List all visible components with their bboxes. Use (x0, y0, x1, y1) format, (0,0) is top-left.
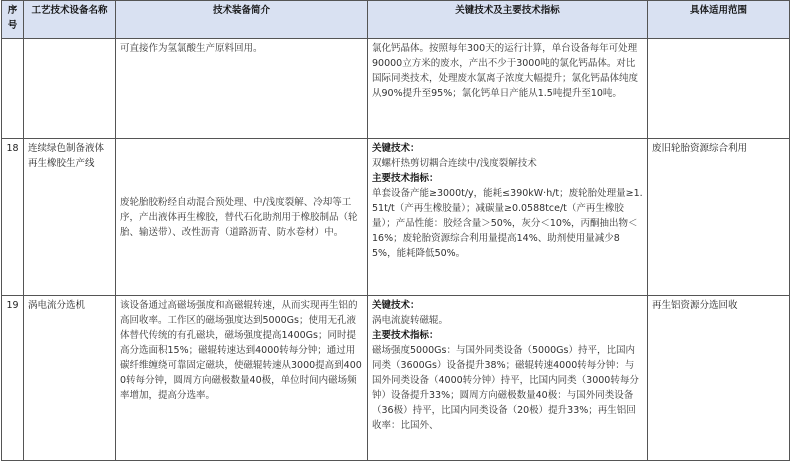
row-metrics (368, 39, 648, 139)
row-intro: 该设备通过高磁场强度和高磁辊转速，从而实现再生铝的高回收率。工作区的磁场强度达到5000Gs；使用无孔液体替代传统的有孔磁块，磁场强度提高1400Gs；同时提高分选面积15%；磁辊转速达到4000转每分钟；通过用碳纤维缠绕可靠固定磁块，使磁辊转速从3000提高到4000转每分钟，圆周方向磁极数量40极，单位时间内磁场频率增加，提高分选率。 (116, 296, 368, 461)
header-metrics: 关键技术及主要技术指标 (368, 1, 648, 39)
key-tech-text: 涡电流旋转磁辊。 (372, 315, 449, 326)
table-row-continued (2, 39, 790, 139)
row-name: 连续绿色制备液体再生橡胶生产线 (24, 139, 116, 296)
key-tech-label: 关键技术： (372, 300, 420, 311)
row-scope (648, 39, 790, 139)
header-name: 工艺技术设备名称 (24, 1, 116, 39)
header-seq: 序号 (2, 1, 24, 39)
row-number (2, 39, 24, 139)
key-tech-text: 双螺杆热剪切耦合连续中/浅度裂解技术 (372, 158, 537, 169)
row-number: 18 (2, 139, 24, 296)
row-number: 19 (2, 296, 24, 461)
row-intro: 可直接作为氢氯酸生产原料回用。 (116, 39, 368, 139)
key-tech-label: 关键技术： (372, 143, 420, 154)
header-row (2, 1, 790, 39)
row-scope: 再生铝资源分选回收 (648, 296, 790, 461)
row-intro: 废轮胎胶粉经自动混合预处理、中/浅度裂解、冷却等工序，产出液体再生橡胶，替代石化助剂用于橡胶制品（轮胎、输送带）、改性沥青（道路沥青、防水卷材）中。 (116, 139, 368, 296)
row-scope: 废旧轮胎资源综合利用 (648, 139, 790, 296)
table-row-19 (2, 296, 790, 461)
metrics-text: 氯化钙晶体。按照每年300天的运行计算，单台设备每年可处理90000立方米的废水，产出不少于3000吨的氯化钙晶体。对比国际同类技术，处理废水氯离子浓度大幅提升；氯化钙晶体纯度从90%提升至95%；氯化钙单日产能从1.5吨提升至10吨。 (372, 43, 639, 99)
main-metrics-label: 主要技术指标： (372, 173, 439, 184)
row-metrics (368, 139, 648, 296)
main-metrics-text: 单套设备产能≥3000t/y，能耗≤390kW·h/t；废轮胎处理量≥1.51t/t（产再生橡胶量）；减碳量≥0.0588tce/t（产再生橡胶量）；产品性能：胶烃含量＞50%，灰分＜10%，丙酮抽出物＜16%；废轮胎资源综合利用量提高14%、助剂使用量减少85%，能耗降低50%。 (372, 188, 643, 259)
table-row-18 (2, 139, 790, 296)
main-metrics-text: 磁场强度5000Gs：与国外同类设备（5000Gs）持平，比国内同类（3600Gs）设备提升38%；磁辊转速4000转每分钟：与国外同类设备（4000转分钟）持平，比国内同类（3000转每分钟）设备提升33%；圆周方向磁极数量40极：与国外同类设备（36极）持平，比国内同类设备（20极）提升33%；再生铝回收率：比国外、 (372, 345, 639, 431)
row-name: 涡电流分选机 (24, 296, 116, 461)
row-metrics (368, 296, 648, 461)
technology-table (1, 0, 790, 461)
header-intro: 技术装备简介 (116, 1, 368, 39)
header-scope: 具体适用范围 (648, 1, 790, 39)
row-name (24, 39, 116, 139)
main-metrics-label: 主要技术指标： (372, 330, 439, 341)
